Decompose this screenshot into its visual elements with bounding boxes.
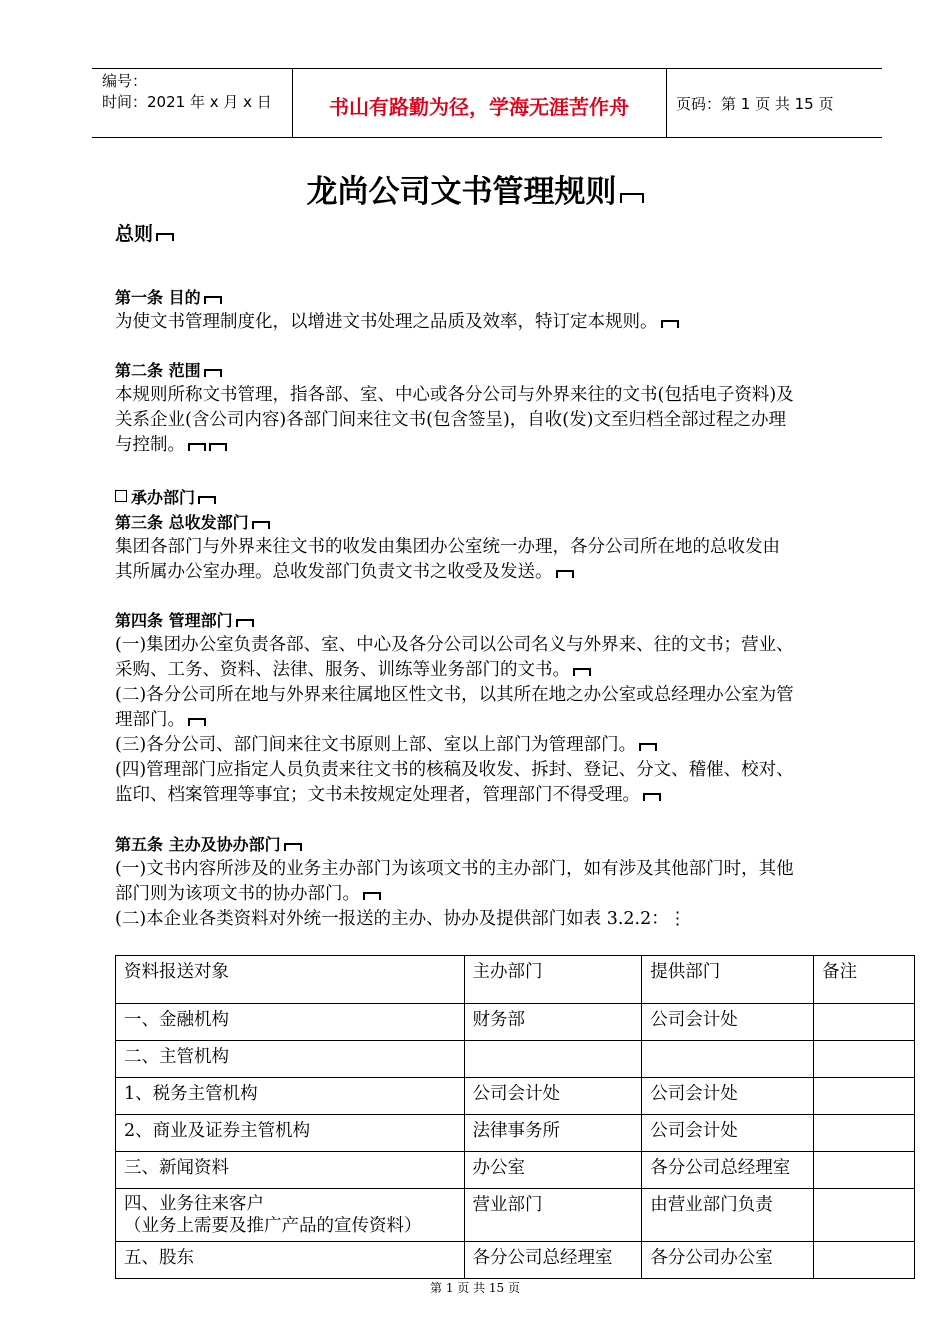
checkbox-square-icon — [115, 490, 127, 502]
page-footer: 第 1 页 共 15 页 — [430, 1281, 520, 1295]
paragraph-mark-icon — [209, 443, 227, 451]
paragraph-mark-icon — [188, 718, 206, 726]
table-row: 2、商业及证券主管机构 法律事务所 公司会计处 — [116, 1115, 915, 1152]
header-meta — [102, 71, 272, 113]
table-row: 一、金融机构 财务部 公司会计处 — [116, 1004, 915, 1041]
table-row: 二、主管机构 — [116, 1041, 915, 1078]
paragraph-mark-icon — [363, 892, 381, 900]
paragraph-mark-icon — [661, 320, 679, 328]
paragraph-mark-icon — [252, 521, 270, 529]
paragraph-mark-icon — [204, 296, 222, 304]
table-header-row — [116, 956, 915, 1004]
article-3-heading: 第三条 总收发部门 — [115, 510, 865, 535]
paragraph-mark-icon — [198, 496, 216, 504]
paragraph-mark-icon — [643, 793, 661, 801]
paragraph-mark-icon — [204, 369, 222, 377]
table-row: 1、税务主管机构 公司会计处 公司会计处 — [116, 1078, 915, 1115]
paragraph-mark-icon — [573, 668, 591, 676]
section-heading-departments: 承办部门 — [115, 485, 865, 510]
document-title: 龙尚公司文书管理规则 — [0, 166, 950, 211]
article-2-heading: 第二条 范围 — [115, 358, 865, 383]
paragraph-mark-icon — [236, 619, 254, 627]
paragraph-mark-icon — [188, 443, 206, 451]
article-1-body: 为使文书管理制度化，以增进文书处理之品质及效率，特订定本规则。 — [115, 310, 865, 335]
article-5-heading: 第五条 主办及协办部门 — [115, 832, 865, 857]
table-header-cell: 主办部门 — [464, 956, 642, 1004]
table-row: 四、业务往来客户 （业务上需要及推广产品的宣传资料） 营业部门 由营业部门负责 — [116, 1189, 915, 1242]
page-label: 页码：第 1 页 共 15 页 — [676, 95, 834, 113]
table-header-cell: 提供部门 — [642, 956, 814, 1004]
article-4-heading: 第四条 管理部门 — [115, 608, 865, 633]
table-header-cell: 备注 — [814, 956, 915, 1004]
section-heading-general: 总则 — [115, 222, 865, 247]
time-label: 时间：2021 年 x 月 x 日 — [102, 93, 272, 111]
article-4-body: (一)集团办公室负责各部、室、中心及各分公司以公司名义与外界来、往的文书；营业、 采购、工务、资料、法律、服务、训练等业务部门的文书。 (二)各分公司所在地与外界来往属地区性文书，以其所在地之办公室或总经理办公室为管 理部门。 (三)各分公司、部门间来往文书原则上部、室以上部门为管理部门。 (四)管理部门应指定人员负责来往文书的核稿及收发、拆封、登记、分文、稽催、校对、 监印、档案管理等事宜；文书未按规定处理者，管理部门不得受理。 — [115, 635, 794, 805]
article-1-heading: 第一条 目的 — [115, 285, 865, 310]
paragraph-mark-icon — [620, 193, 644, 203]
paragraph-mark-icon — [284, 843, 302, 851]
table-row: 五、股东 各分公司总经理室 各分公司办公室 — [116, 1242, 915, 1279]
paragraph-mark-icon — [639, 743, 657, 751]
paragraph-mark-icon — [156, 233, 174, 241]
number-label: 编号： — [102, 72, 148, 90]
table-header-cell: 资料报送对象 — [116, 956, 465, 1004]
article-5-body: (一)文书内容所涉及的业务主办部门为该项文书的主办部门，如有涉及其他部门时，其他 部门则为该项文书的协办部门。 (二)本企业各类资料对外统一报送的主办、协办及提供部门如表 3.2.2：⋮ — [115, 859, 794, 929]
article-2-body: 本规则所称文书管理，指各部、室、中心或各分公司与外界来往的文书(包括电子资料)及 关系企业(含公司内容)各部门间来往文书(包含签呈)，自收(发)文至归档全部过程之办理 与控制。 — [115, 385, 794, 455]
table-row: 三、新闻资料 办公室 各分公司总经理室 — [116, 1152, 915, 1189]
header-motto: 书山有路勤为径，学海无涯苦作舟 — [329, 95, 629, 119]
reporting-departments-table — [115, 955, 915, 1279]
article-3-body: 集团各部门与外界来往文书的收发由集团办公室统一办理，各分公司所在地的总收发由 其所属办公室办理。总收发部门负责文书之收受及发送。 — [115, 537, 780, 582]
document-header — [92, 68, 882, 138]
header-divider — [666, 69, 667, 137]
paragraph-mark-icon — [556, 570, 574, 578]
